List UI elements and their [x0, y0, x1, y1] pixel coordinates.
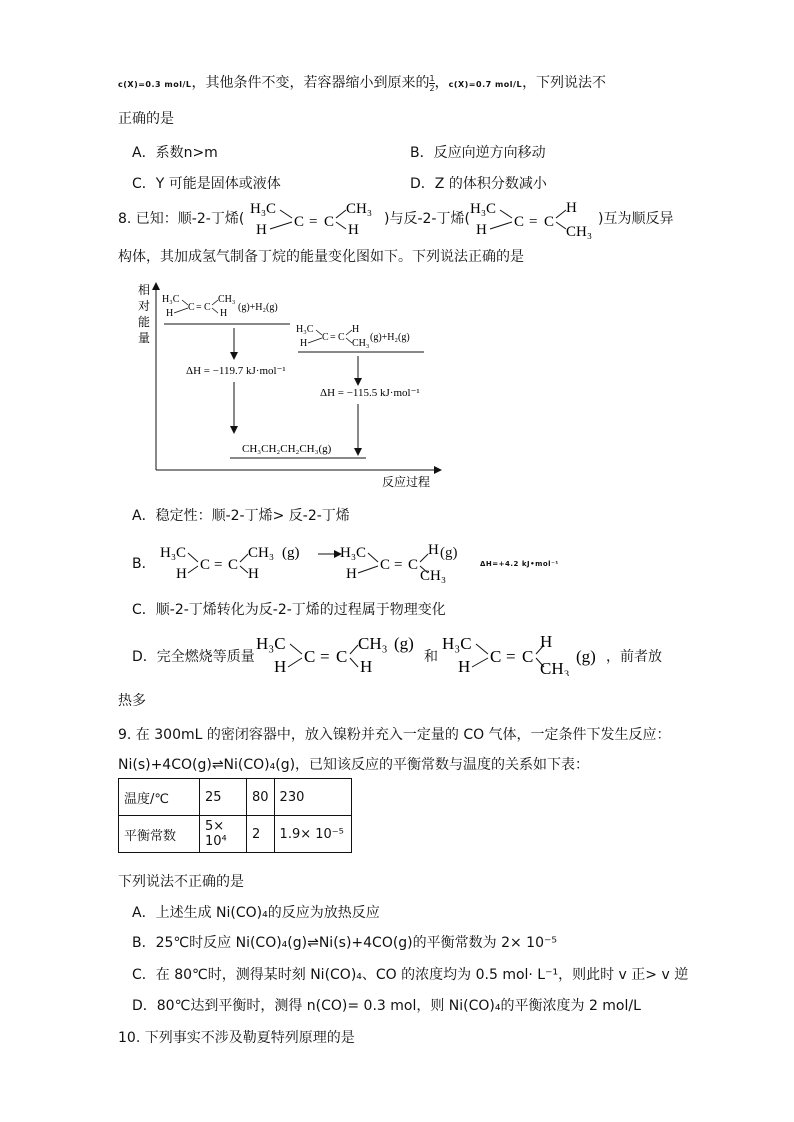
- svg-text:CH₃: CH₃: [358, 634, 388, 653]
- trans-species-label: [296, 324, 410, 349]
- svg-text:H: H: [360, 657, 373, 676]
- q9-question: 下列说法不正确的是: [118, 874, 244, 890]
- q7-conc-2: c(X)=0.7 mol/L: [448, 80, 523, 89]
- svg-text:能: 能: [138, 315, 151, 329]
- svg-text:H₃C: H₃C: [160, 545, 187, 561]
- svg-text:H₃C: H₃C: [340, 545, 367, 561]
- q9-line2: Ni(s)+4CO(g)⇌Ni(CO)₄(g)，已知该反应的平衡常数与温度的关系如下表：: [118, 757, 590, 773]
- svg-text:C: C: [514, 214, 525, 230]
- q7-line1: c(X)=0.3 mol/L，其他条件不变，若容器缩小到原来的 $\frac{1}{2}$ ，c(X)=0.7 mol/L，下列说法不: [118, 73, 607, 93]
- svg-text:(g): (g): [282, 545, 300, 561]
- svg-text:H₃C: H₃C: [442, 634, 472, 653]
- svg-text:(g)+H₂(g): (g)+H₂(g): [370, 332, 410, 343]
- product-label: CH₃CH₂CH₂CH₃(g): [242, 443, 332, 455]
- q8-option-b-phase: (g): [440, 545, 458, 561]
- y-axis-label: [138, 282, 150, 345]
- svg-text:CH₃: CH₃: [218, 294, 236, 305]
- svg-text:H: H: [566, 200, 577, 216]
- q9-option-a[interactable]: A．上述生成 Ni(CO)₄的反应为放热反应: [132, 905, 380, 921]
- svg-text:=: =: [214, 557, 223, 573]
- cis-butene-structure: [248, 196, 384, 240]
- svg-text:=: =: [196, 302, 202, 313]
- dh2-label: ΔH = −115.5 kJ·mol⁻¹: [320, 387, 420, 399]
- q8-option-d-tail: ，前者放: [606, 649, 662, 665]
- svg-text:C: C: [322, 332, 329, 343]
- q9-option-c[interactable]: C．在 80℃时，测得某时刻 Ni(CO)₄、CO 的浓度均为 0.5 mol· L⁻¹，则此时 v 正> v 逆: [132, 967, 689, 983]
- svg-text:C: C: [544, 214, 555, 230]
- svg-text:C: C: [200, 557, 211, 573]
- svg-text:H: H: [220, 308, 228, 319]
- svg-text:H₃C: H₃C: [250, 201, 277, 217]
- svg-text:H: H: [176, 566, 187, 582]
- svg-text:H: H: [300, 338, 308, 349]
- table-row: 平衡常数 5× 10⁴ 2 1.9× 10⁻⁵: [119, 816, 352, 853]
- q7-fraction: $\frac{1}{2}$: [429, 73, 435, 93]
- cis-species-label: [162, 294, 278, 319]
- svg-text:(g): (g): [394, 634, 414, 653]
- q7-option-a[interactable]: A．系数n>m: [132, 145, 218, 161]
- svg-text:=: =: [320, 647, 330, 666]
- svg-text:H: H: [346, 566, 357, 582]
- svg-text:H: H: [256, 222, 267, 238]
- q7-option-c[interactable]: C．Y 可能是固体或液体: [132, 176, 281, 192]
- svg-text:H: H: [540, 632, 553, 651]
- q8-option-d-and: 和: [424, 649, 438, 665]
- q7-option-d[interactable]: D．Z 的体积分数减小: [410, 176, 547, 192]
- svg-text:H: H: [352, 324, 360, 335]
- svg-text:CH₃: CH₃: [248, 545, 275, 561]
- q7-option-b[interactable]: B．反应向逆方向移动: [410, 145, 546, 161]
- svg-text:H: H: [428, 542, 439, 558]
- svg-text:=: =: [394, 557, 403, 573]
- q8-option-d-cis: [254, 630, 422, 676]
- svg-text:H: H: [248, 566, 259, 582]
- svg-text:C: C: [336, 647, 348, 666]
- q9-option-b[interactable]: B．25℃时反应 Ni(CO)₄(g)⇌Ni(s)+4CO(g)的平衡常数为 2× 10⁻⁵: [132, 935, 558, 951]
- q10-line1: 10. 下列事实不涉及勒夏特列原理的是: [118, 1030, 355, 1046]
- q7-line2: 正确的是: [118, 111, 174, 127]
- svg-text:量: 量: [138, 331, 151, 345]
- q8-intro: 8. 已知：顺-2-丁烯(: [118, 211, 245, 227]
- svg-text:C: C: [228, 557, 239, 573]
- q8-tail: )互为顺反异: [598, 211, 674, 227]
- table-row: 温度/℃ 25 80 230: [119, 779, 352, 816]
- svg-text:H: H: [348, 222, 359, 238]
- q8-line2: 构体，其加成氢气制备丁烷的能量变化图如下。下列说法正确的是: [118, 249, 524, 265]
- svg-text:H₃C: H₃C: [162, 294, 180, 305]
- q8-option-d-trans: [440, 630, 606, 676]
- svg-text:=: =: [506, 647, 516, 666]
- equilibrium-table: [118, 778, 352, 853]
- svg-text:H₃C: H₃C: [256, 634, 286, 653]
- svg-text:=: =: [330, 332, 336, 343]
- energy-diagram: [130, 278, 450, 488]
- q8-option-b-dh: ΔH=+4.2 kJ•mol⁻¹: [480, 560, 559, 568]
- svg-text:C: C: [338, 332, 345, 343]
- svg-text:C: C: [204, 302, 211, 313]
- svg-text:相: 相: [138, 283, 151, 297]
- svg-text:H₃C: H₃C: [470, 201, 497, 217]
- q9-option-d[interactable]: D．80℃达到平衡时，测得 n(CO)= 0.3 mol，则 Ni(CO)₄的平衡浓度为 2 mol/L: [132, 998, 641, 1014]
- svg-text:C: C: [408, 557, 419, 573]
- svg-text:(g): (g): [576, 647, 596, 666]
- svg-text:C: C: [304, 647, 316, 666]
- q9-line1: 9. 在 300mL 的密闭容器中，放入镍粉并充入一定量的 CO 气体，一定条件下发生反应：: [118, 727, 671, 743]
- svg-text:=: =: [529, 214, 538, 230]
- svg-text:H: H: [166, 308, 174, 319]
- trans-butene-structure: [468, 196, 598, 240]
- svg-text:CH₃: CH₃: [540, 659, 570, 676]
- svg-text:C: C: [522, 647, 534, 666]
- q8-option-b-label[interactable]: B．: [132, 556, 156, 572]
- svg-text:C: C: [380, 557, 391, 573]
- q8-option-d-label[interactable]: D．完全燃烧等质量: [132, 649, 255, 665]
- svg-text:C: C: [324, 214, 335, 230]
- svg-text:=: =: [309, 214, 318, 230]
- svg-text:(g)+H₂(g): (g)+H₂(g): [238, 302, 278, 313]
- svg-text:CH₃: CH₃: [352, 338, 370, 349]
- x-axis-label: 反应过程: [382, 475, 431, 488]
- svg-text:H: H: [458, 657, 471, 676]
- q8-option-c[interactable]: C．顺-2-丁烯转化为反-2-丁烯的过程属于物理变化: [132, 602, 446, 618]
- q8-option-a[interactable]: A．稳定性：顺-2-丁烯> 反-2-丁烯: [132, 508, 350, 524]
- svg-text:H: H: [274, 657, 287, 676]
- svg-text:C: C: [294, 214, 305, 230]
- q7-conc-1: c(X)=0.3 mol/L: [118, 80, 192, 89]
- q8-option-b-equation: [158, 538, 458, 584]
- svg-text:C: C: [490, 647, 502, 666]
- svg-text:对: 对: [138, 299, 151, 313]
- q7-line1-mid: ，其他条件不变，若容器缩小到原来的: [191, 75, 430, 91]
- svg-text:CH₃: CH₃: [420, 568, 447, 584]
- svg-text:H: H: [476, 222, 487, 238]
- q8-mid: )与反-2-丁烯(: [384, 211, 470, 227]
- dh1-label: ΔH = −119.7 kJ·mol⁻¹: [186, 365, 286, 377]
- svg-text:C: C: [188, 302, 195, 313]
- svg-text:CH₃: CH₃: [346, 201, 373, 217]
- svg-text:CH₃: CH₃: [566, 224, 593, 240]
- q8-option-d-line2: 热多: [118, 693, 146, 709]
- svg-text:H₃C: H₃C: [296, 324, 314, 335]
